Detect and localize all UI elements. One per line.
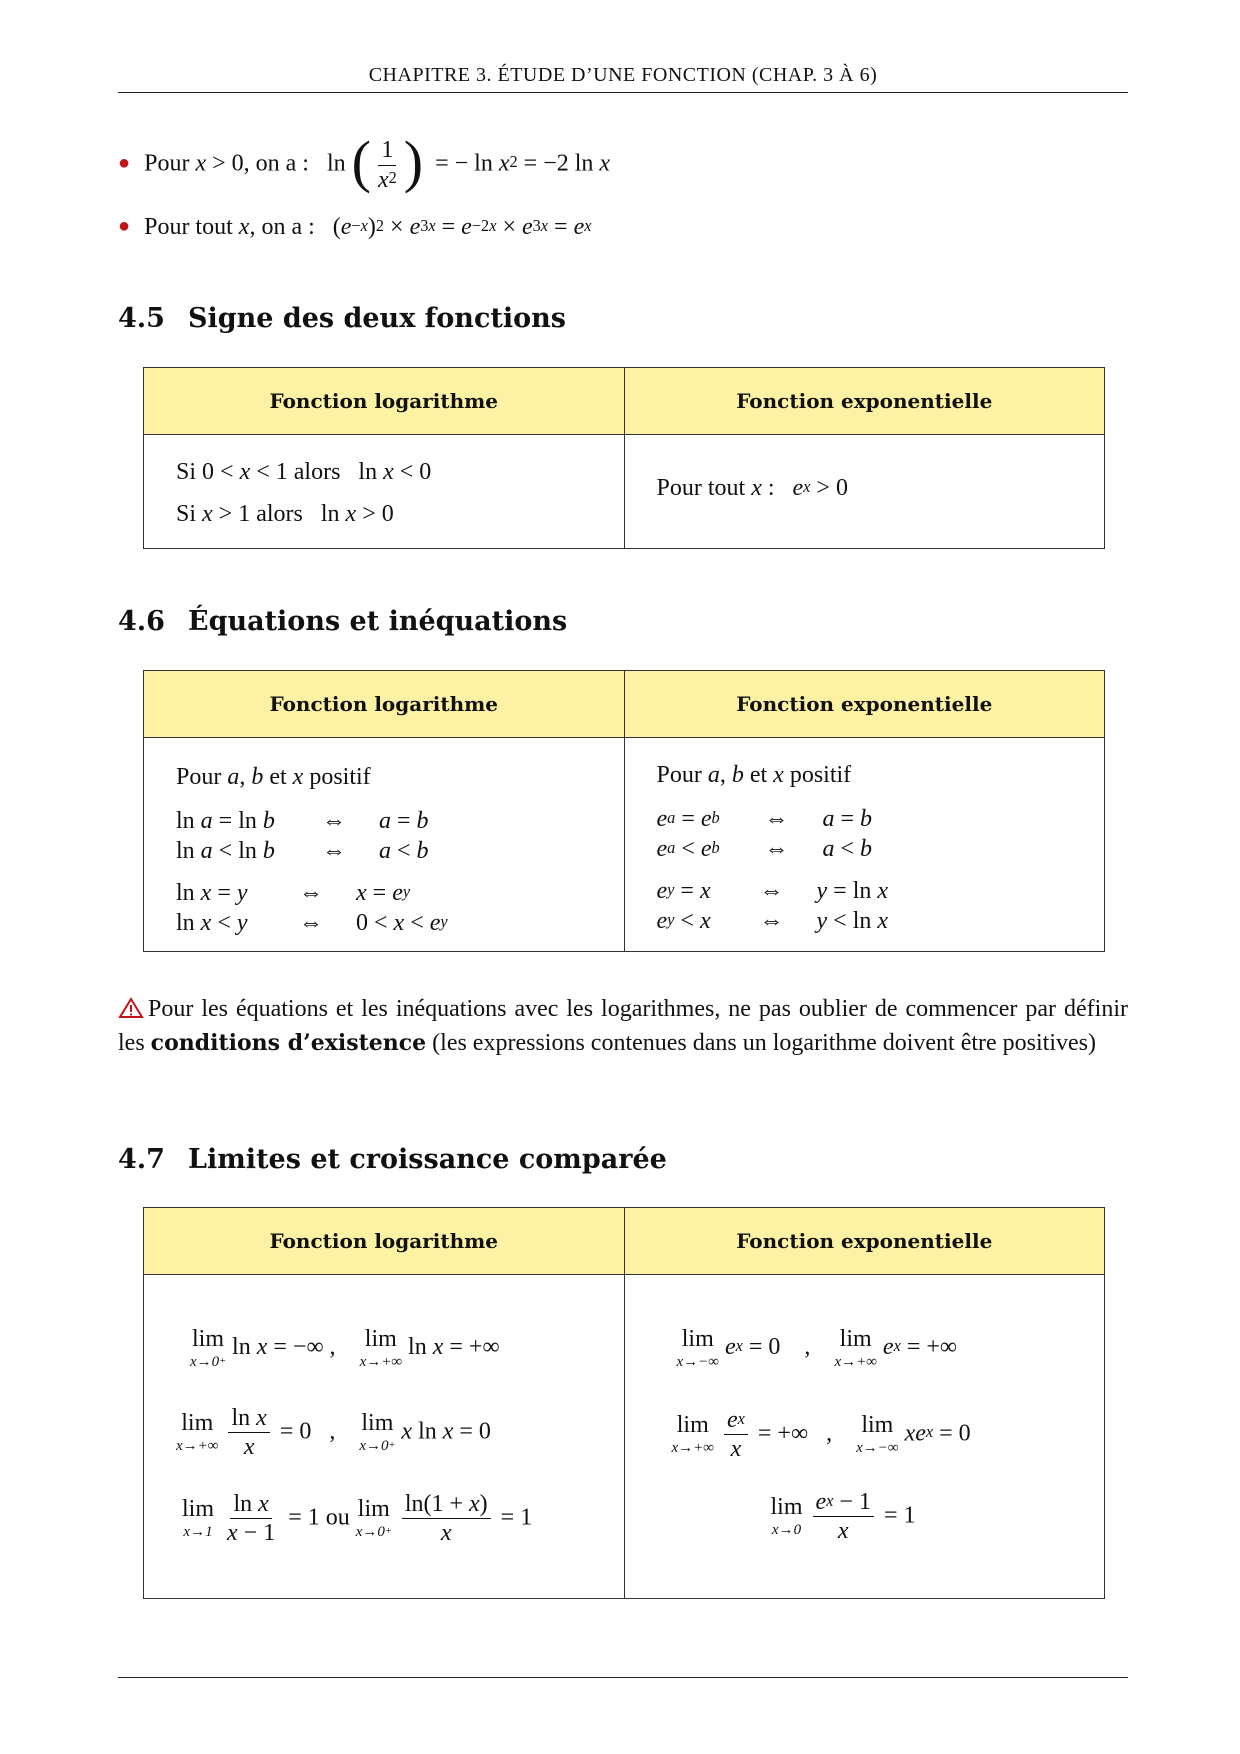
equiv-icon: ⇔ — [759, 908, 784, 934]
equiv-icon: ⇔ — [764, 806, 789, 832]
table-header-log: Fonction logarithme — [144, 368, 625, 435]
eq-exp-line-2: $e^a < e^b$ — [656, 836, 720, 862]
running-header: CHAPITRE 3. ÉTUDE D’UNE FONCTION (CHAP. 3 À 6) — [368, 64, 878, 86]
eq-exp-line-1: $e^a = e^b$ — [656, 806, 720, 832]
table-header-exp: Fonction exponentielle — [624, 1208, 1105, 1275]
eq-exp-intro: Pour a, b et x positif — [656, 762, 852, 788]
section-heading-4-7: 4.7 Limites et croissance comparée — [118, 1144, 667, 1175]
lim-exp-row-3: lim x→0 $\frac{e^x - 1}{x}$ = 1 — [770, 1489, 916, 1545]
eq-log-line-1: ln a = ln b — [176, 808, 275, 834]
warning-icon — [118, 997, 144, 1028]
equiv-icon: ⇔ — [759, 878, 784, 904]
bullet-icon: ● — [118, 215, 131, 237]
lim-exp-row-2: lim x→+∞ $\frac{e^x}{x}$ = +∞ , lim x→−∞ $xe^x = 0$ — [671, 1407, 971, 1463]
eq-log-intro: Pour a, b et x positif — [176, 764, 371, 790]
eq-log-line-3: ln x = y — [176, 880, 248, 906]
limits-table — [143, 1207, 1105, 1599]
equiv-icon: ⇔ — [299, 910, 323, 936]
lim-log-row-1: lim x→0+ ln x = −∞ , lim x→+∞ ln x = +∞ — [190, 1326, 500, 1370]
sign-exp-line: Pour tout x : $e^x > 0$ — [656, 475, 848, 501]
lim-log-row-2: lim x→+∞ $\frac{\text{ln x}}{x}$ = 0 , lim x→0+ x ln x = 0 — [176, 1405, 491, 1461]
equiv-icon: ⇔ — [764, 836, 789, 862]
sign-log-line-2: Si x > 1 alors ln x > 0 — [176, 501, 394, 527]
header-rule — [118, 92, 1128, 93]
section-heading-4-5: 4.5 Signe des deux fonctions — [118, 303, 566, 334]
bullet-item-2: ● Pour tout x, on a : $(e^{-x})^2 \times e^{3x} = e^{-2x} \times e^{3x} = e^x$ — [118, 214, 592, 240]
lim-log-row-3: lim x→1 $\frac{\text{ln x}}{x - 1}$ = 1 ou lim x→0+ $\frac{\ln(1 + x)}{x}$ = 1 — [182, 1491, 533, 1547]
warning-paragraph: Pour les équations et les inéquations avec les logarithmes, ne pas oublier de commencer par définir les conditions d’existence (les expressions contenues dans un logarithme doivent être positives) — [118, 996, 1128, 1056]
table-header-exp: Fonction exponentielle — [624, 671, 1105, 738]
equiv-icon: ⇔ — [322, 808, 346, 834]
table-header-log: Fonction logarithme — [144, 1208, 625, 1275]
sign-table — [143, 367, 1105, 549]
eq-log-line-2: ln a < ln b — [176, 838, 275, 864]
lim-exp-row-1: lim x→−∞ $e^x = 0$ , lim x→+∞ $e^x$ = +∞ — [676, 1326, 958, 1370]
eq-log-line-4: ln x < y — [176, 910, 248, 936]
bullet-item-1: ● Pour x > 0, on a : ln ( $\frac{1}{x^2}$ ) = − $\ln x^2 = -2$ ln x — [118, 129, 611, 194]
table-header-log: Fonction logarithme — [144, 671, 625, 738]
equations-table: Fonction logarithme Fonction exponentielle Pour a, b et x positif ln a = ln b ⇔ a = b ln a < ln b ⇔ a < b ln x = y ⇔ $x = e^y$ ln x < y ⇔ $0 < x < e^y$ Pour a, b et x positif $e^a = e^b$ ⇔ a = b $e^a < e^b$ ⇔ a < b $e^y = x$ ⇔ y = ln x $e^y < x$ ⇔ y < ln x — [143, 670, 1105, 952]
footer-rule — [118, 1677, 1128, 1678]
equiv-icon: ⇔ — [299, 880, 323, 906]
sign-log-line-1: Si 0 < x < 1 alors ln x < 0 — [176, 459, 432, 485]
table-header-exp: Fonction exponentielle — [624, 368, 1105, 435]
eq-exp-line-4: $e^y < x$ — [656, 908, 711, 934]
bullet-icon: ● — [118, 151, 131, 174]
section-heading-4-6: 4.6 Équations et inéquations — [118, 606, 568, 637]
equiv-icon: ⇔ — [322, 838, 346, 864]
eq-exp-line-3: $e^y = x$ — [656, 878, 711, 904]
